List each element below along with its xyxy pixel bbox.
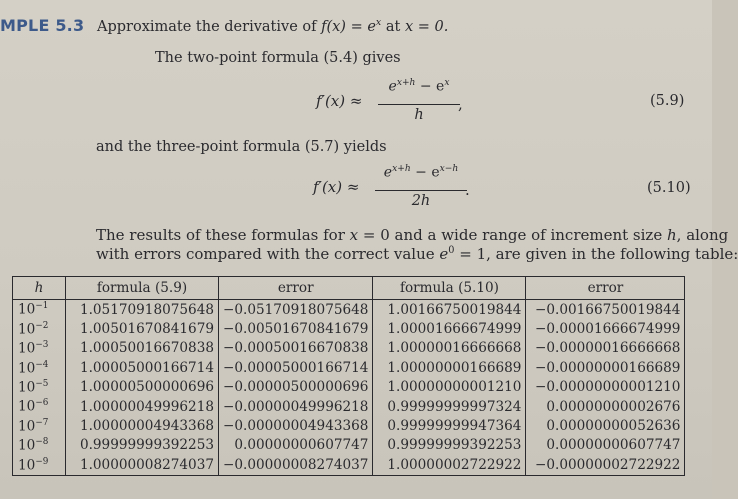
error-5-10-cell: 0.00000000052636 <box>546 418 681 435</box>
equation-5-10-denominator: 2h <box>411 193 431 209</box>
equation-5-10-trail: . <box>465 181 470 199</box>
error-5-10-cell: 0.00000000002676 <box>546 398 681 415</box>
error-5-10-cell: −0.00166750019844 <box>535 301 681 318</box>
table-row <box>13 319 685 338</box>
formula-5-10-cell: 1.00000000166689 <box>373 358 526 377</box>
formula-5-10-cell: 1.00166750019844 <box>373 300 526 320</box>
error-5-10-cell: −0.00000016666668 <box>535 340 681 357</box>
table-row <box>13 416 685 435</box>
formula-5-10-cell: 0.99999999997324 <box>373 397 526 416</box>
increment-cell: $10^{-7}$ <box>13 416 66 435</box>
table-row <box>13 436 685 455</box>
two-point-text: The two-point formula (5.4) gives <box>155 50 401 66</box>
error-5-9-cell: 0.00000000607747 <box>219 436 373 455</box>
increment-cell: $10^{-2}$ <box>13 319 66 338</box>
equation-5-9-numerator: $e^{x+h} - e^x$ <box>388 78 450 95</box>
table-row <box>13 455 685 475</box>
error-5-9-cell: −0.00050016670838 <box>219 339 373 358</box>
formula-5-10-cell: 0.99999999392253 <box>373 436 526 455</box>
formula-5-9-cell: 0.99999999392253 <box>66 436 219 455</box>
table-row <box>13 378 685 397</box>
example-intro: Approximate the derivative of $f(x) = e^x$ at x = 0. <box>97 17 449 35</box>
column-header-h: h <box>13 277 66 300</box>
formula-5-10-cell: 1.00000002722922 <box>373 455 526 475</box>
table-row <box>13 339 685 358</box>
table-body <box>13 300 685 476</box>
equation-5-9-trail: , <box>458 95 463 113</box>
fraction-bar <box>375 190 467 191</box>
equation-5-9-number: (5.9) <box>650 93 685 109</box>
table-row <box>13 397 685 416</box>
formula-5-9-cell: 1.00005000166714 <box>66 358 219 377</box>
error-5-10-cell: −0.00000002722922 <box>535 456 681 473</box>
example-label: MPLE 5.3 <box>0 16 85 35</box>
column-header-error: error <box>219 277 373 300</box>
error-5-10-cell: −0.00001666674999 <box>535 321 681 338</box>
equation-5-9-denominator: h <box>414 107 424 123</box>
equation-5-10-lhs: f′(x) ≈ <box>313 178 360 196</box>
results-table <box>12 276 685 476</box>
error-5-9-cell: −0.00000049996218 <box>219 397 373 416</box>
column-header-formula-5-9: formula (5.9) <box>66 277 219 300</box>
error-5-9-cell: −0.00000008274037 <box>219 455 373 475</box>
table-row <box>13 358 685 377</box>
table-header-row <box>13 277 685 300</box>
error-5-9-cell: −0.00000500000696 <box>219 378 373 397</box>
equation-5-10-numerator: $e^{x+h} - e^{x-h}$ <box>383 164 459 181</box>
formula-5-9-cell: 1.00000004943368 <box>66 416 219 435</box>
increment-cell: $10^{-1}$ <box>13 300 66 320</box>
column-header-formula-5-10: formula (5.10) <box>373 277 526 300</box>
equation-5-10-number: (5.10) <box>647 180 691 196</box>
table-row <box>13 300 685 320</box>
formula-5-9-cell: 1.00501670841679 <box>66 319 219 338</box>
error-5-9-cell: −0.00005000166714 <box>219 358 373 377</box>
formula-5-10-cell: 1.00001666674999 <box>373 319 526 338</box>
increment-cell: $10^{-6}$ <box>13 397 66 416</box>
formula-5-9-cell: 1.00000500000696 <box>66 378 219 397</box>
equation-5-10-fraction <box>375 164 467 214</box>
formula-5-9-cell: 1.00000008274037 <box>66 455 219 475</box>
increment-cell: $10^{-9}$ <box>13 455 66 475</box>
formula-5-9-cell: 1.00050016670838 <box>66 339 219 358</box>
fraction-bar <box>378 104 460 105</box>
increment-cell: $10^{-5}$ <box>13 378 66 397</box>
equation-5-9-fraction <box>378 78 460 128</box>
results-text-line-2: with errors compared with the correct value $e^0 = 1$, are given in the following table: <box>96 245 738 263</box>
increment-cell: $10^{-3}$ <box>13 339 66 358</box>
formula-5-9-cell: 1.05170918075648 <box>66 300 219 320</box>
error-5-9-cell: −0.00501670841679 <box>219 319 373 338</box>
formula-5-9-cell: 1.00000049996218 <box>66 397 219 416</box>
column-header-error: error <box>526 277 685 300</box>
formula-5-10-cell: 1.00000000001210 <box>373 378 526 397</box>
results-text-line-1: The results of these formulas for x = 0 and a wide range of increment size h, along <box>96 226 729 244</box>
formula-5-10-cell: 0.99999999947364 <box>373 416 526 435</box>
error-5-9-cell: −0.00000004943368 <box>219 416 373 435</box>
formula-5-10-cell: 1.00000016666668 <box>373 339 526 358</box>
error-5-10-cell: −0.00000000166689 <box>535 359 681 376</box>
increment-cell: $10^{-8}$ <box>13 436 66 455</box>
error-5-10-cell: −0.00000000001210 <box>535 379 681 396</box>
increment-cell: $10^{-4}$ <box>13 358 66 377</box>
error-5-9-cell: −0.05170918075648 <box>219 300 373 320</box>
error-5-10-cell: 0.00000000607747 <box>546 437 681 454</box>
three-point-text: and the three-point formula (5.7) yields <box>96 139 387 155</box>
equation-5-9-lhs: f′(x) ≈ <box>316 92 363 110</box>
